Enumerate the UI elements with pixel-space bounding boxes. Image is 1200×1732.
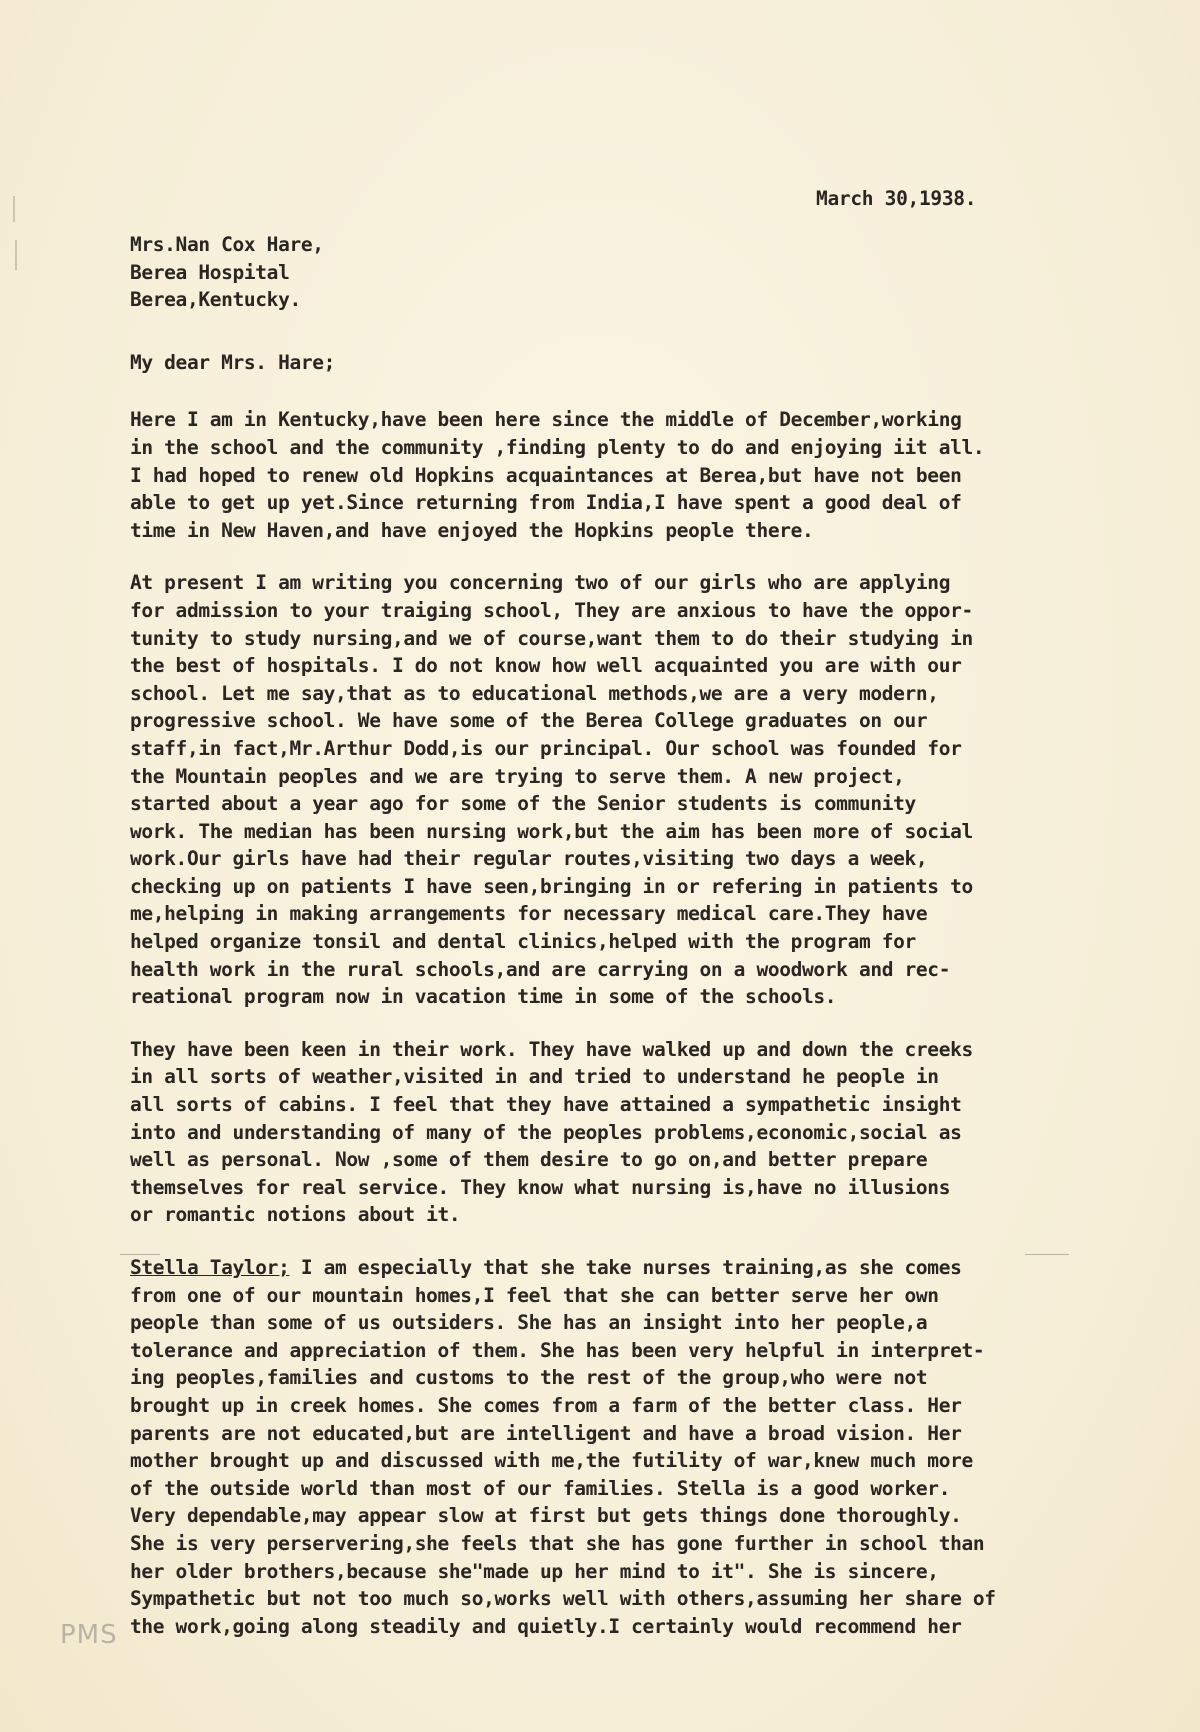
text-line: At present I am writing you concerning two of our girls who are applying xyxy=(130,571,951,595)
text-fragment: I am especially that she take nurses training,as she comes xyxy=(289,1256,962,1279)
text-line: of the outside world than most of our families. Stella is a good worker. xyxy=(130,1476,951,1500)
recipient-address xyxy=(130,231,1170,314)
text-line: parents are not educated,but are intelligent and have a broad vision. Her xyxy=(130,1421,962,1445)
text-line: helped organize tonsil and dental clinics,helped with the program for xyxy=(130,930,916,954)
text-line: or romantic notions about it. xyxy=(130,1203,461,1227)
text-line: staff,in fact,Mr.Arthur Dodd,is our principal. Our school was founded for xyxy=(130,736,962,760)
text-line: progressive school. We have some of the Berea College graduates on our xyxy=(130,709,928,733)
paper-mark xyxy=(13,196,15,222)
text-line: mother brought up and discussed with me,the futility of war,knew much more xyxy=(130,1449,973,1473)
text-line xyxy=(130,1254,1170,1282)
text-line: her older brothers,because she"made up her mind to it". She is sincere, xyxy=(130,1559,939,1583)
text-line: school. Let me say,that as to educational methods,we are a very modern, xyxy=(130,681,939,705)
text-line: people than some of us outsiders. She has an insight into her people,a xyxy=(130,1311,928,1335)
text-line: time in New Haven,and have enjoyed the Hopkins people there. xyxy=(130,518,814,542)
text-line: well as personal. Now ,some of them desire to go on,and better prepare xyxy=(130,1148,928,1172)
text-line: the Mountain peoples and we are trying to serve them. A new project, xyxy=(130,764,905,788)
text-line: tolerance and appreciation of them. She has been very helpful in interpret- xyxy=(130,1338,985,1362)
paragraph-intro xyxy=(130,406,1170,544)
stella-taylor-name: Stella Taylor; xyxy=(130,1256,290,1279)
text-line: work. The median has been nursing work,but the aim has been more of social xyxy=(130,819,973,843)
recipient-line: Mrs.Nan Cox Hare, xyxy=(130,233,324,256)
salutation: My dear Mrs. Hare; xyxy=(130,350,336,374)
text-line: Sympathetic but not too much so,works well with others,assuming her share of xyxy=(130,1587,996,1611)
text-line: in the school and the community ,finding plenty to do and enjoying iit all. xyxy=(130,435,985,459)
text-line: all sorts of cabins. I feel that they have attained a sympathetic insight xyxy=(130,1093,962,1117)
text-line: themselves for real service. They know what nursing is,have no illusions xyxy=(130,1175,951,1199)
text-line: for admission to your traiging school, They are anxious to have the oppor- xyxy=(130,598,973,622)
text-line: me,helping in making arrangements for necessary medical care.They have xyxy=(130,902,928,926)
text-line: able to get up yet.Since returning from India,I have spent a good deal of xyxy=(130,491,962,515)
text-line: in all sorts of weather,visited in and tried to understand he people in xyxy=(130,1065,939,1089)
text-line: reational program now in vacation time in some of the schools. xyxy=(130,985,837,1009)
text-line: the best of hospitals. I do not know how well acquainted you are with our xyxy=(130,654,962,678)
text-line: She is very perservering,she feels that she has gone further in school than xyxy=(130,1531,985,1555)
text-line: work.Our girls have had their regular routes,visiting two days a week, xyxy=(130,847,928,871)
text-line: Very dependable,may appear slow at first but gets things done thoroughly. xyxy=(130,1504,962,1528)
text-line: the work,going along steadily and quietly.I certainly would recommend her xyxy=(130,1614,962,1638)
text-line: I had hoped to renew old Hopkins acquaintances at Berea,but have not been xyxy=(130,463,962,487)
paragraph-school xyxy=(130,569,1170,1011)
letter-body xyxy=(130,185,1170,1640)
recipient-line: Berea,Kentucky. xyxy=(130,288,301,312)
paragraph-stella-taylor xyxy=(130,1254,1170,1640)
text-line: tunity to study nursing,and we of course,want them to do their studying in xyxy=(130,626,973,650)
paper-mark xyxy=(15,240,17,270)
letter-date: March 30,1938. xyxy=(816,187,977,210)
text-line: from one of our mountain homes,I feel that she can better serve her own xyxy=(130,1283,939,1307)
text-line: checking up on patients I have seen,bringing in or refering in patients to xyxy=(130,874,973,898)
watermark: PMS xyxy=(60,1620,118,1650)
paragraph-work xyxy=(130,1036,1170,1229)
text-line: Here I am in Kentucky,have been here since the middle of December,working xyxy=(130,408,962,432)
text-line: brought up in creek homes. She comes from a farm of the better class. Her xyxy=(130,1393,962,1417)
text-line: They have been keen in their work. They have walked up and down the creeks xyxy=(130,1037,973,1061)
recipient-line: Berea Hospital xyxy=(130,260,290,284)
text-line: into and understanding of many of the peoples problems,economic,social as xyxy=(130,1120,962,1144)
text-line: ing peoples,families and customs to the rest of the group,who were not xyxy=(130,1366,928,1390)
text-line: started about a year ago for some of the Senior students is community xyxy=(130,792,916,816)
text-line: health work in the rural schools,and are carrying on a woodwork and rec- xyxy=(130,957,951,981)
